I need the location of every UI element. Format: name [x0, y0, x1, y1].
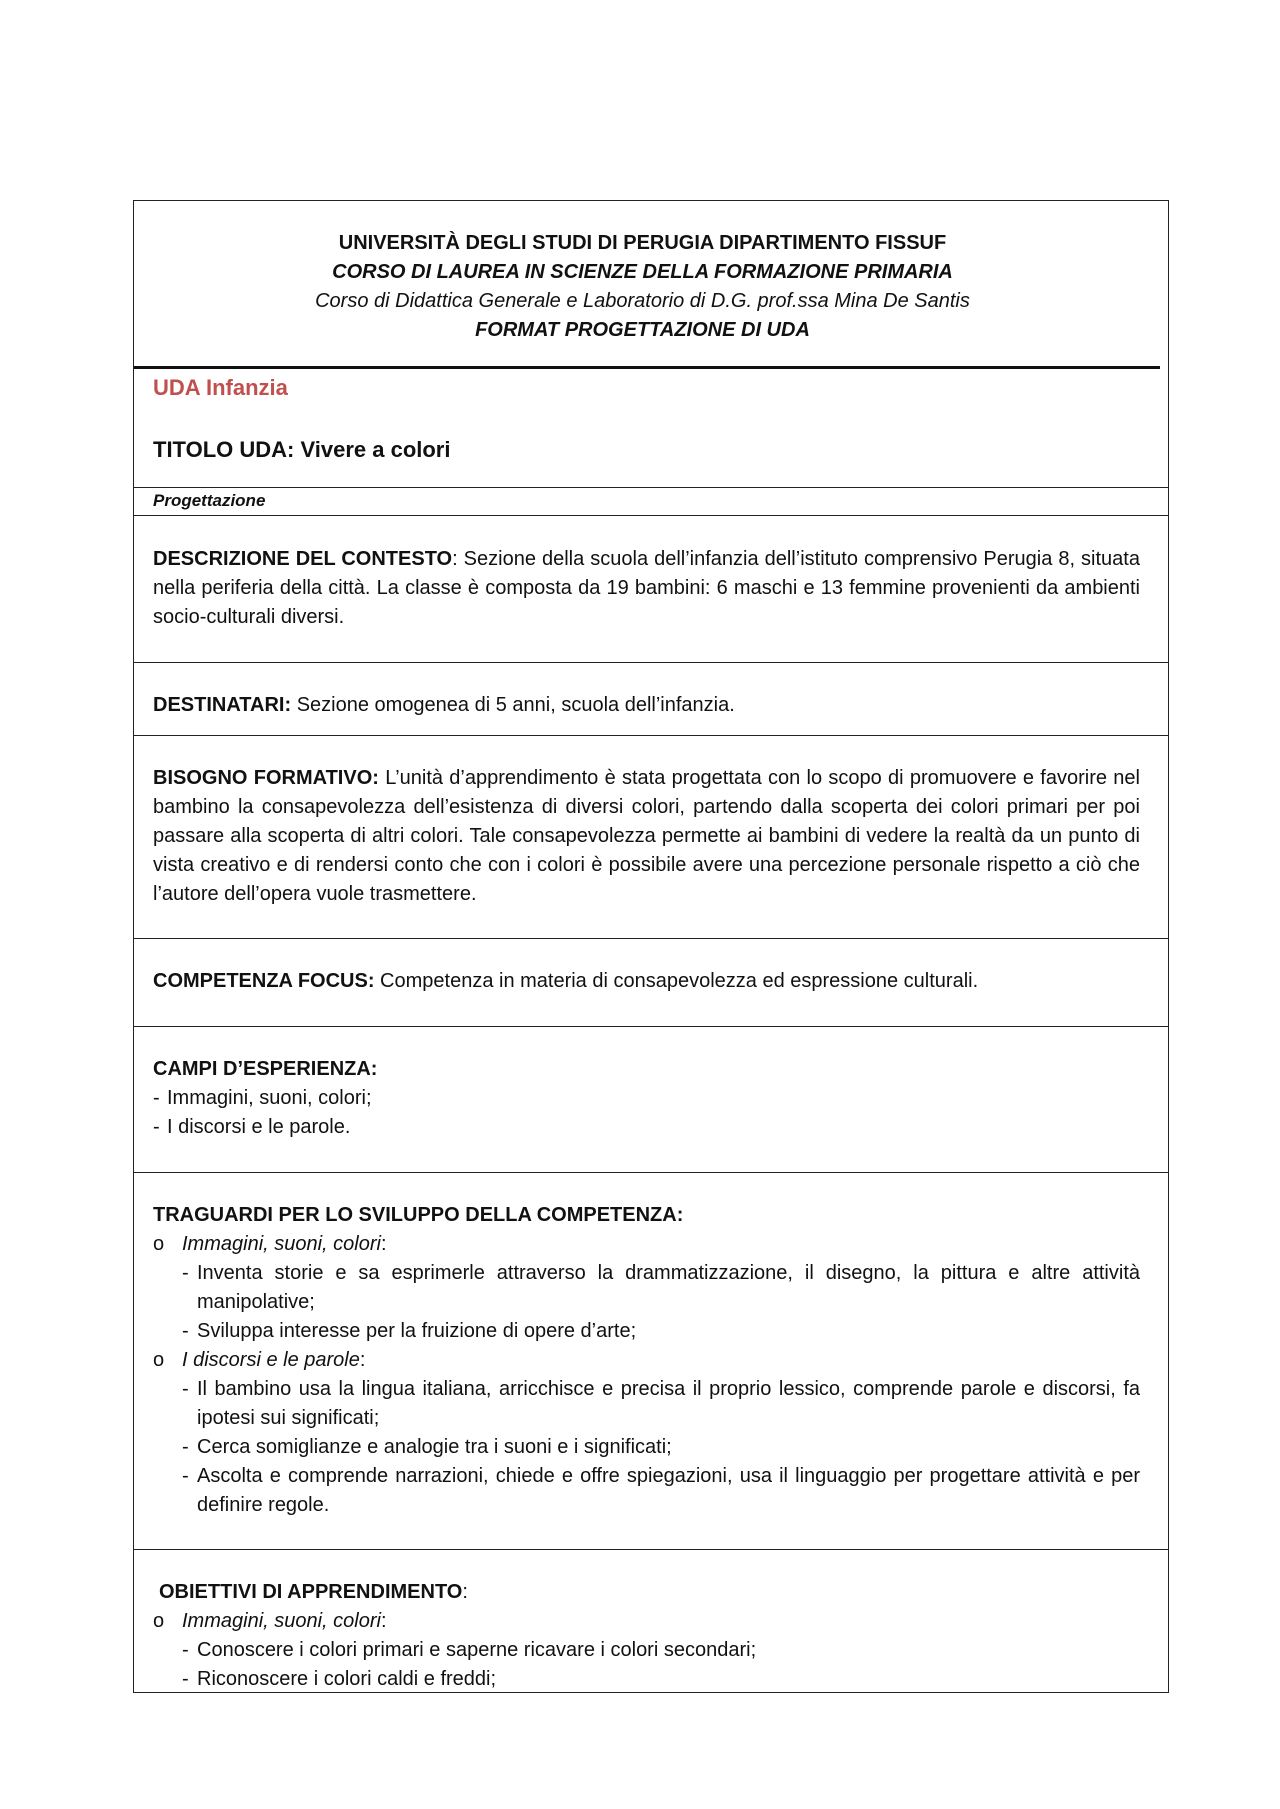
dash-marker: -: [182, 1262, 189, 1284]
list-item: [153, 1636, 1140, 1665]
traguardi-group-2: [153, 1346, 1140, 1375]
campi-item-2: I discorsi e le parole.: [167, 1116, 351, 1138]
group-colon: :: [359, 1349, 366, 1371]
dash-marker: -: [153, 1087, 160, 1109]
uda-title: TITOLO UDA: Vivere a colori: [153, 437, 451, 462]
obiettivi-item: Conoscere i colori primari e saperne ricavare i colori secondari;: [197, 1639, 757, 1661]
section-contesto: [134, 516, 1168, 663]
section-competenza-focus: [134, 939, 1168, 1027]
obiettivi-label: OBIETTIVI DI APPRENDIMENTO: [159, 1581, 463, 1603]
obiettivi-colon: :: [462, 1581, 468, 1603]
list-item: [153, 1433, 1140, 1462]
focus-label: COMPETENZA FOCUS:: [153, 970, 375, 992]
obiettivi-group-1: [153, 1607, 1140, 1636]
header-course: CORSO DI LAUREA IN SCIENZE DELLA FORMAZIONE PRIMARIA: [332, 261, 953, 283]
campi-label: CAMPI D’ESPERIENZA:: [153, 1058, 378, 1080]
list-item: [153, 1375, 1140, 1433]
uda-format-table: [133, 200, 1169, 1693]
dash-marker: -: [182, 1668, 189, 1690]
list-item: [153, 1317, 1140, 1346]
bisogno-text: L’unità d’apprendimento è stata progettata con lo scopo di promuovere e favorire nel bambino la consapevolezza dell’esistenza di diversi colori, partendo dalla scoperta dei colori primari per poi passare alla scoperta di altri colori. Tale consapevolezza permette ai bambini di vedere la realtà da un punto di vista creativo e di rendersi conto che con i colori è possibile avere una percezione personale rispetto a ciò che l’autore dell’opera vuole trasmettere.: [153, 767, 1140, 905]
document-header: [134, 201, 1160, 369]
header-subject: Corso di Didattica Generale e Laboratorio di D.G. prof.ssa Mina De Santis: [315, 290, 970, 312]
circle-bullet-icon: o: [153, 1349, 165, 1371]
traguardi-item: Sviluppa interesse per la fruizione di opere d’arte;: [197, 1320, 637, 1342]
traguardi-label: TRAGUARDI PER LO SVILUPPO DELLA COMPETENZA:: [153, 1204, 684, 1226]
obiettivi-heading: [153, 1578, 1140, 1607]
traguardi-item: Inventa storie e sa esprimerle attraverso la drammatizzazione, il disegno, la pittura e altre attività manipolative;: [197, 1262, 1140, 1313]
list-item: [153, 1084, 1140, 1113]
destinatari-text: Sezione omogenea di 5 anni, scuola dell’infanzia.: [291, 694, 735, 716]
group-colon: :: [380, 1610, 387, 1632]
dash-marker: -: [182, 1436, 189, 1458]
header-university: UNIVERSITÀ DEGLI STUDI DI PERUGIA DIPARTIMENTO FISSUF: [338, 232, 947, 254]
traguardi-item: Cerca somiglianze e analogie tra i suoni e i significati;: [197, 1436, 672, 1458]
section-bisogno-formativo: [134, 736, 1168, 939]
traguardi-group-1: [153, 1230, 1140, 1259]
obiettivi-item: Riconoscere i colori caldi e freddi;: [197, 1668, 497, 1690]
campi-item-1: Immagini, suoni, colori;: [167, 1087, 372, 1109]
list-item: [153, 1259, 1140, 1317]
section-obiettivi: [134, 1550, 1168, 1692]
group-name: Immagini, suoni, colori: [182, 1233, 381, 1255]
group-colon: :: [380, 1233, 387, 1255]
dash-marker: -: [182, 1378, 189, 1400]
list-item: [153, 1462, 1140, 1520]
traguardi-item: Il bambino usa la lingua italiana, arricchisce e precisa il proprio lessico, comprende parole e discorsi, fa ipotesi sui significati;: [197, 1378, 1140, 1429]
uda-label: UDA Infanzia: [153, 375, 288, 400]
header-format-title: FORMAT PROGETTAZIONE DI UDA: [475, 319, 810, 341]
bisogno-label: BISOGNO FORMATIVO:: [153, 767, 379, 789]
dash-marker: -: [153, 1116, 160, 1138]
dash-marker: -: [182, 1320, 189, 1342]
contesto-label: DESCRIZIONE DEL CONTESTO: [153, 548, 453, 570]
dash-marker: -: [182, 1639, 189, 1661]
list-item: [153, 1113, 1140, 1142]
destinatari-label: DESTINATARI:: [153, 694, 292, 716]
section-traguardi: [134, 1173, 1168, 1550]
traguardi-item: Ascolta e comprende narrazioni, chiede e offre spiegazioni, usa il linguaggio per progettare attività e per definire regole.: [197, 1465, 1140, 1516]
section-destinatari: [134, 663, 1168, 736]
section-campi-esperienza: [134, 1027, 1168, 1173]
contesto-text: : Sezione della scuola dell’infanzia dell’istituto comprensivo Perugia 8, situata nella periferia della città. La classe è composta da 19 bambini: 6 maschi e 13 femmine provenienti da ambienti socio-culturali diversi.: [153, 548, 1140, 628]
uda-title-cell: [134, 369, 1168, 488]
list-item: [153, 1665, 1140, 1694]
focus-text: Competenza in materia di consapevolezza ed espressione culturali.: [374, 970, 979, 992]
progettazione-label: Progettazione: [134, 488, 1168, 516]
group-name: I discorsi e le parole: [182, 1349, 360, 1371]
circle-bullet-icon: o: [153, 1610, 165, 1632]
group-name: Immagini, suoni, colori: [182, 1610, 381, 1632]
circle-bullet-icon: o: [153, 1233, 165, 1255]
dash-marker: -: [182, 1465, 189, 1487]
